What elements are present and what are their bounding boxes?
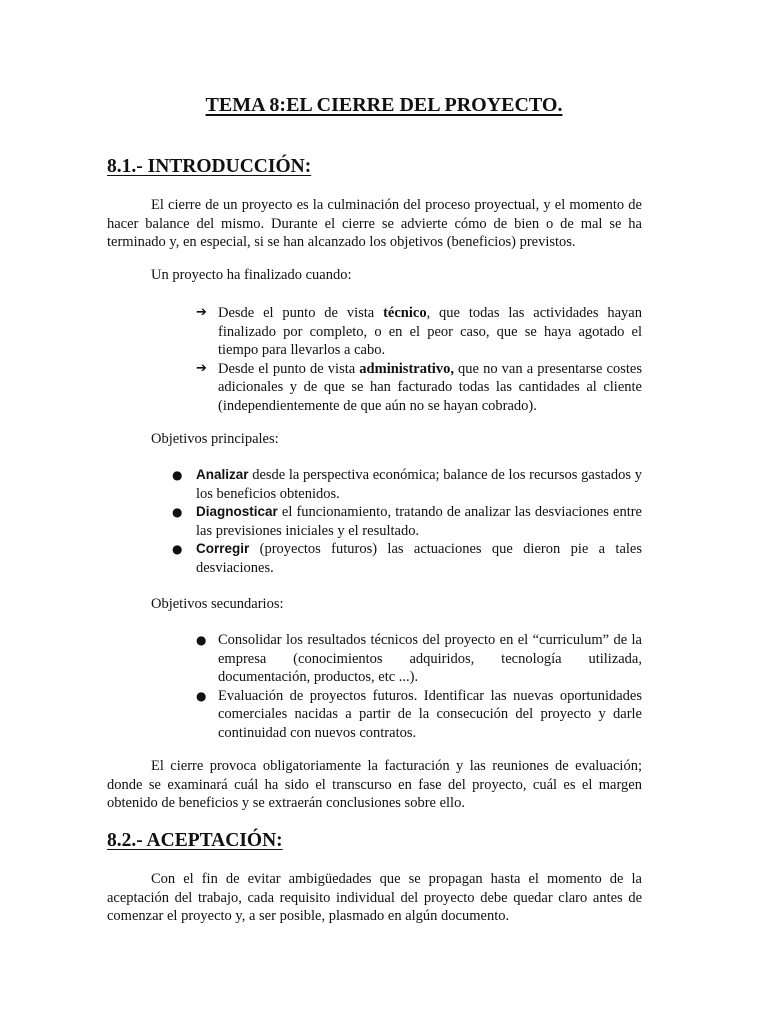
- bullet-dot-icon: ●: [172, 468, 183, 482]
- item-text: , que todas las actividades hayan finalizado por completo, o en el peor caso, que se haya agotado el tiempo para llevarlos a cabo.: [218, 305, 642, 358]
- right-arrow-icon: ➔: [196, 360, 207, 376]
- list-item: [0, 360, 642, 416]
- list-item: [0, 687, 642, 743]
- document-title: TEMA 8:EL CIERRE DEL PROYECTO.: [205, 94, 563, 116]
- bullet-dot-icon: ●: [172, 542, 183, 556]
- list-item: [0, 503, 642, 540]
- item-text: desde la perspectiva económica; balance de los recursos gastados y los beneficios obtenidos.: [196, 467, 642, 502]
- item-keyword: Diagnosticar: [196, 504, 278, 519]
- right-arrow-icon: ➔: [196, 305, 207, 320]
- item-text: Desde el punto de vista: [218, 305, 384, 321]
- item-text: Desde el punto de vista: [218, 360, 360, 377]
- list-item: [0, 466, 642, 503]
- list-item: [0, 631, 642, 687]
- cierre-paragraph: El cierre provoca obligatoriamente la facturación y las reuniones de evaluación; donde se examinará cuál ha sido el transcurso en fase del proyecto, cuál es el margen obtenido de beneficios y se extraerán conclusiones sobre ello.: [107, 758, 642, 811]
- objetivos-secundarios-label: Objetivos secundarios:: [151, 596, 284, 612]
- list-item: [0, 304, 642, 360]
- item-text: Evaluación de proyectos futuros. Identificar las nuevas oportunidades comerciales nacidas a partir de la consecución del proyecto y darle continuidad con nuevos contratos.: [218, 687, 642, 741]
- list-item: [0, 540, 642, 577]
- objetivos-principales-list: [0, 466, 642, 577]
- item-text: que no van a presentarse costes adicionales y de que se han facturado todas las cantidades al cliente (independientemente de que aún no se hayan cobrado).: [218, 360, 642, 414]
- item-keyword: técnico: [383, 305, 427, 321]
- section-heading-introduccion: 8.1.- INTRODUCCIÓN:: [107, 156, 312, 177]
- item-keyword: Corregir: [196, 541, 250, 556]
- section-heading-aceptacion: 8.2.- ACEPTACIÓN:: [107, 830, 283, 851]
- aceptacion-paragraph: Con el fin de evitar ambigüedades que se propagan hasta el momento de la aceptación del trabajo, cada requisito individual del proyecto debe quedar claro antes de comenzar el proyecto y, a ser posible, plasmado en algún documento.: [107, 871, 642, 924]
- finalizado-criteria-list: [0, 304, 642, 415]
- item-text: Consolidar los resultados técnicos del proyecto en el “curriculum” de la empresa (conocimientos adquiridos, tecnología utilizada, documentación, productos, etc ...).: [218, 632, 642, 685]
- objetivos-secundarios-list: [0, 631, 642, 742]
- objetivos-principales-label: Objetivos principales:: [151, 431, 279, 447]
- finalizado-label: Un proyecto ha finalizado cuando:: [151, 267, 352, 283]
- intro-paragraph: El cierre de un proyecto es la culminación del proceso proyectual, y el momento de hacer balance del mismo. Durante el cierre se advierte cómo de bien o de mal se ha terminado y, en especial, si se han alcanzado los objetivos (beneficios) previstos.: [107, 197, 642, 250]
- item-text: (proyectos futuros) las actuaciones que dieron pie a tales desviaciones.: [196, 541, 642, 576]
- bullet-dot-icon: ●: [196, 633, 207, 647]
- item-keyword: Analizar: [196, 467, 249, 482]
- item-text: el funcionamiento, tratando de analizar las desviaciones entre las previsiones iniciales y el resultado.: [196, 504, 642, 539]
- bullet-dot-icon: ●: [172, 505, 183, 519]
- bullet-dot-icon: ●: [196, 688, 207, 703]
- item-keyword: administrativo,: [359, 360, 454, 377]
